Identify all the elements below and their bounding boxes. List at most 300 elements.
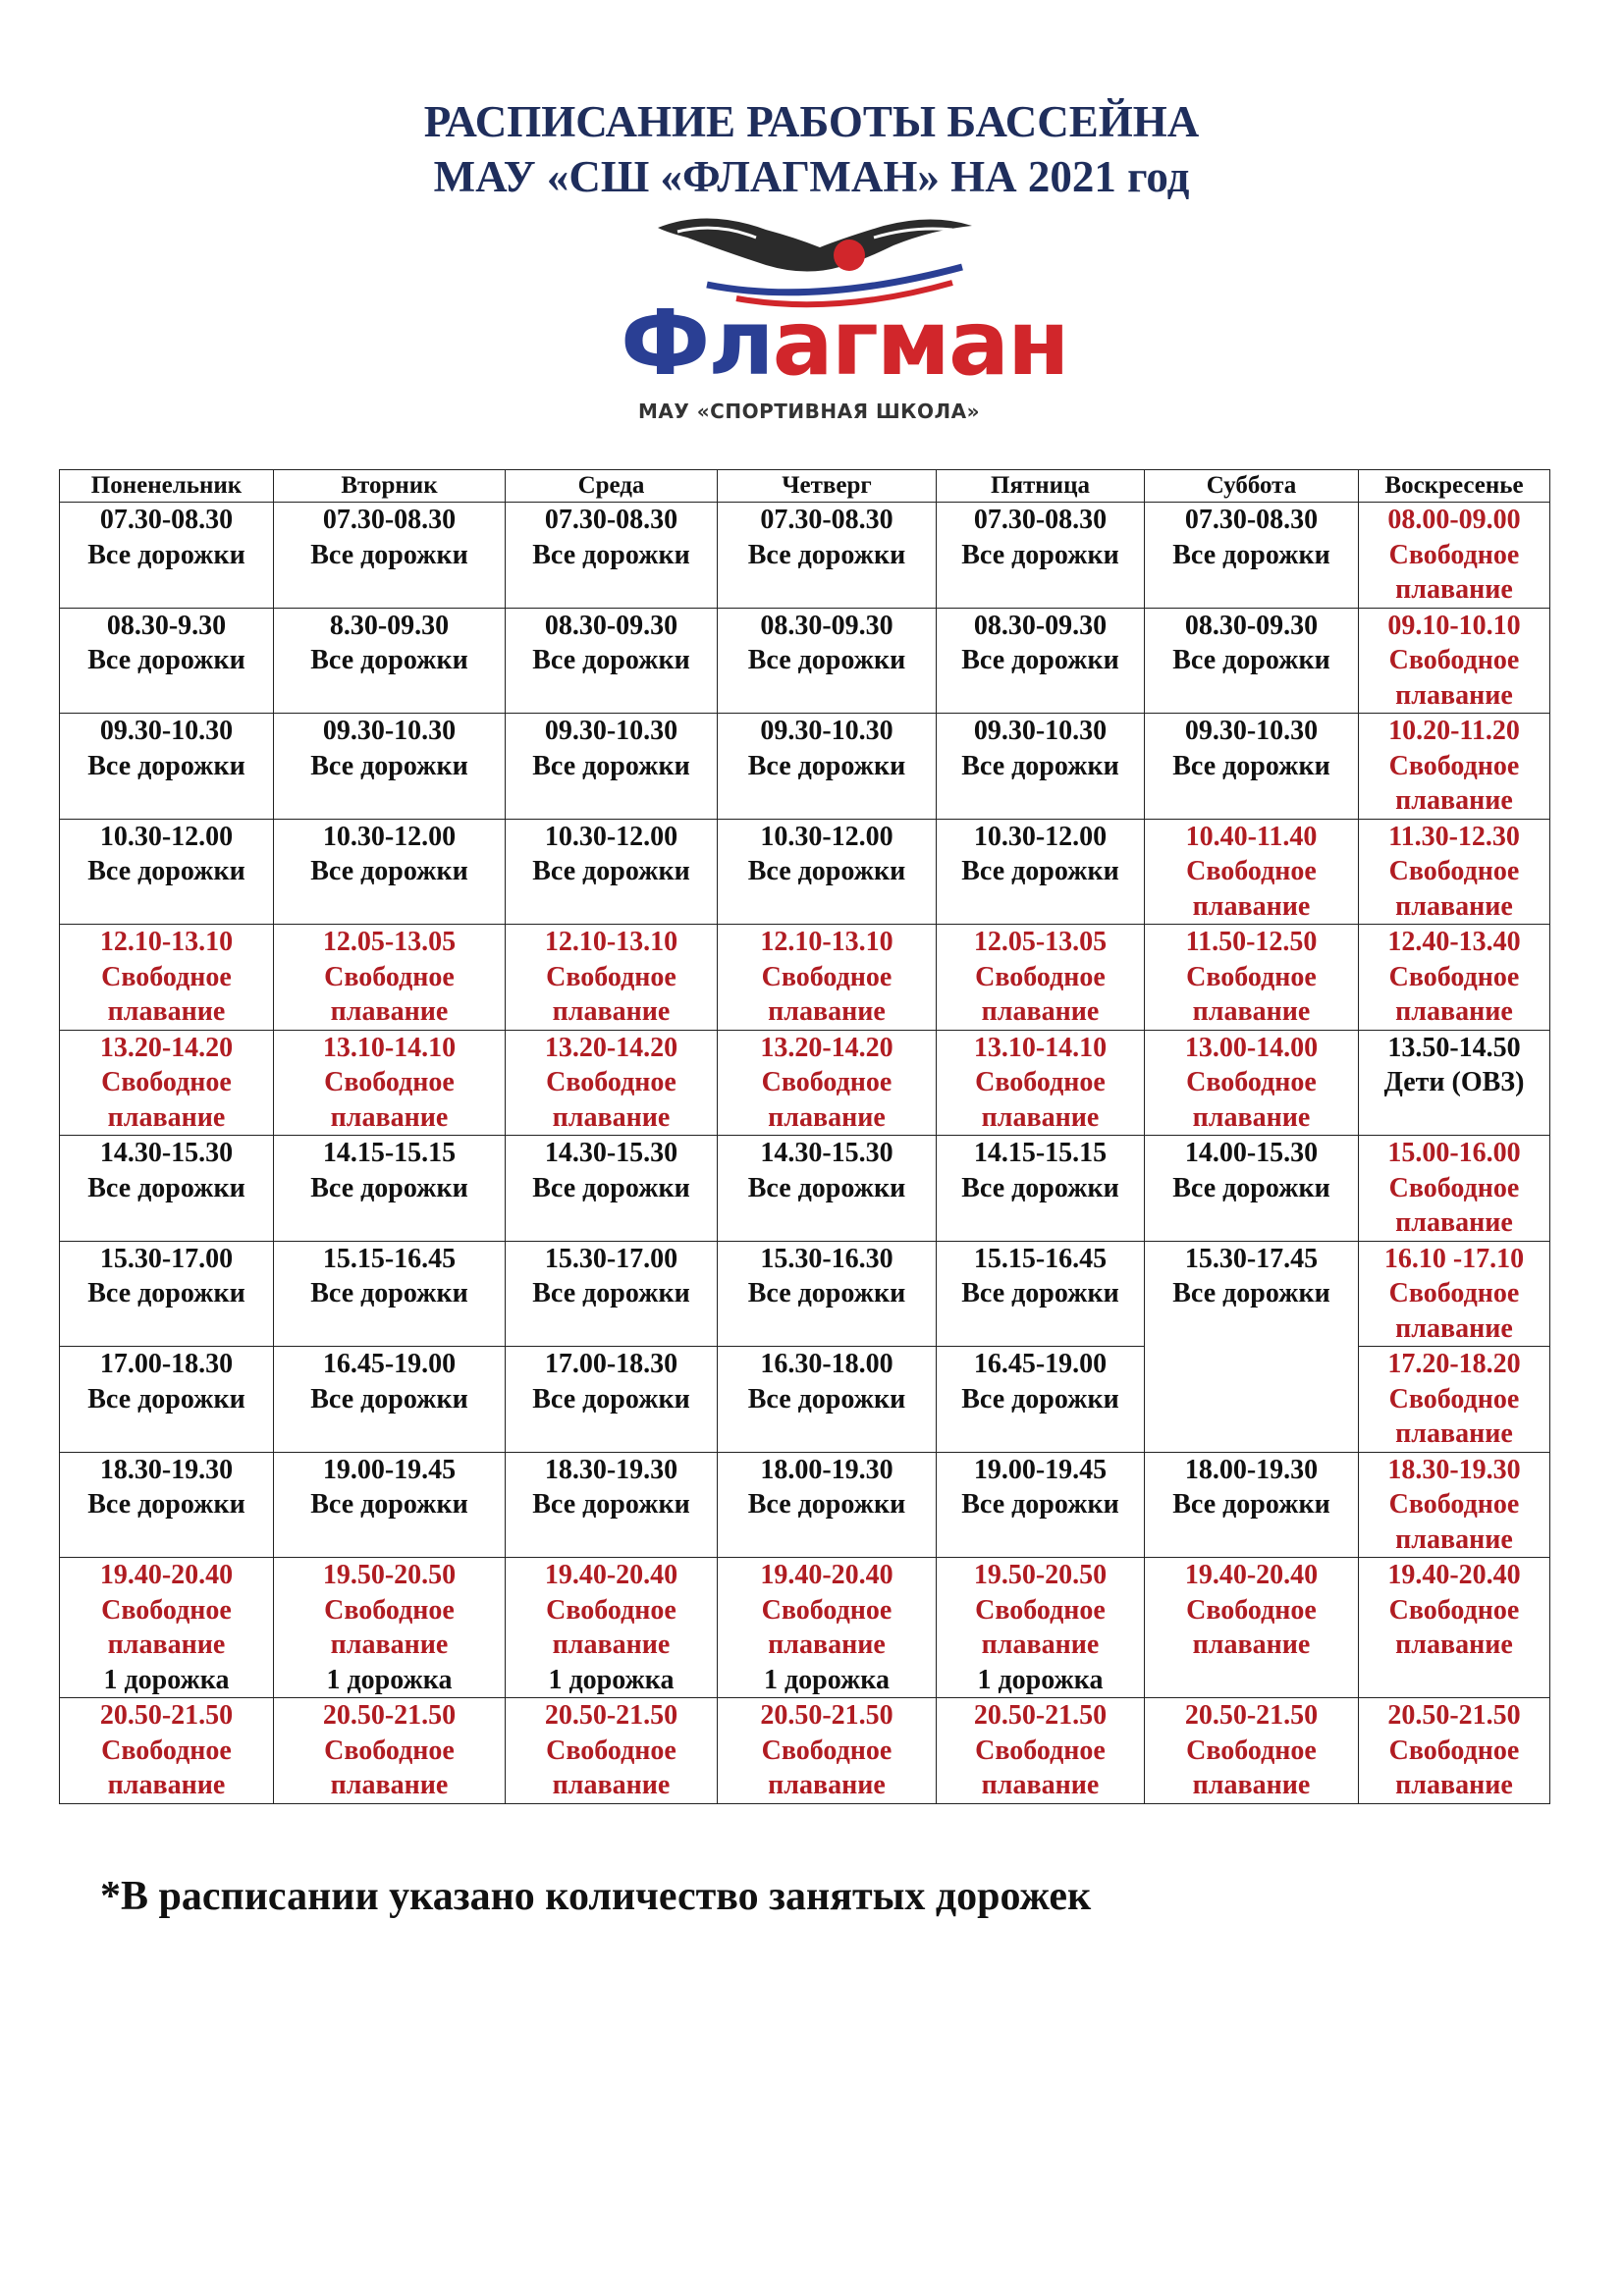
free-swim-label: Свободное — [1388, 856, 1520, 886]
flagman-logo — [609, 208, 1068, 434]
free-swim-label: плавание — [1395, 785, 1513, 816]
schedule-cell — [718, 1241, 937, 1347]
time-slot: 18.00-19.30 — [1184, 1454, 1319, 1485]
schedule-cell — [937, 1347, 1145, 1453]
schedule-cell — [506, 1030, 718, 1136]
lanes-label: Все дорожки — [747, 645, 906, 675]
schedule-cell — [506, 1558, 718, 1698]
lanes-label: Дети (ОВЗ) — [1383, 1067, 1525, 1097]
time-slot: 09.30-10.30 — [973, 716, 1108, 746]
time-slot: 08.30-09.30 — [760, 610, 893, 641]
free-swim-label: плавание — [768, 1101, 886, 1133]
lanes-label: Все дорожки — [310, 645, 468, 675]
time-slot: 18.30-19.30 — [1387, 1454, 1521, 1485]
schedule-cell — [937, 1452, 1145, 1558]
schedule-table — [59, 469, 1550, 1804]
free-swim-label: Свободное — [546, 1735, 676, 1766]
page-title-line-2: МАУ «СШ «ФЛАГМАН» НА 2021 год — [433, 152, 1190, 201]
time-slot: 19.50-20.50 — [973, 1560, 1108, 1590]
free-swim-label: Свободное — [1186, 1594, 1317, 1626]
schedule-cell — [1359, 1347, 1550, 1453]
free-swim-label: Свободное — [324, 1594, 455, 1626]
free-swim-label: плавание — [768, 1629, 886, 1660]
free-swim-label: плавание — [1192, 996, 1311, 1027]
time-slot: 19.40-20.40 — [760, 1560, 893, 1590]
free-swim-label: плавание — [768, 996, 886, 1027]
time-slot: 13.20-14.20 — [99, 1032, 234, 1063]
schedule-cell — [274, 1241, 506, 1347]
lanes-label: Все дорожки — [532, 1489, 690, 1520]
lanes-label: Все дорожки — [961, 1172, 1119, 1203]
lanes-label: Все дорожки — [87, 856, 245, 886]
lane-count-label: 1 дорожка — [763, 1664, 891, 1695]
lane-count-label: 1 дорожка — [977, 1664, 1104, 1695]
schedule-cell — [60, 819, 274, 925]
lanes-label: Все дорожки — [87, 1383, 245, 1415]
lane-count-label: 1 дорожка — [103, 1664, 230, 1695]
schedule-row — [60, 1241, 1550, 1347]
schedule-row — [60, 1452, 1550, 1558]
time-slot: 20.50-21.50 — [544, 1700, 678, 1731]
lanes-label: Все дорожки — [1172, 750, 1330, 781]
day-header: Суббота — [1145, 470, 1359, 503]
schedule-cell — [1145, 1136, 1359, 1242]
day-header: Вторник — [274, 470, 506, 503]
lanes-label: Все дорожки — [1172, 539, 1330, 570]
free-swim-label: Свободное — [975, 961, 1106, 992]
schedule-cell — [274, 1558, 506, 1698]
lanes-label: Все дорожки — [961, 1489, 1119, 1520]
time-slot: 12.05-13.05 — [973, 927, 1108, 957]
schedule-cell — [506, 1698, 718, 1804]
lanes-label: Все дорожки — [961, 856, 1119, 886]
schedule-cell — [718, 1030, 937, 1136]
schedule-cell — [60, 1347, 274, 1453]
lanes-label: Все дорожки — [532, 1278, 690, 1308]
time-slot: 20.50-21.50 — [1387, 1700, 1521, 1731]
lanes-label: Все дорожки — [961, 1383, 1119, 1415]
free-swim-label: плавание — [330, 1770, 449, 1800]
schedule-cell — [506, 608, 718, 714]
schedule-cell — [60, 925, 274, 1031]
time-slot: 14.15-15.15 — [973, 1138, 1108, 1168]
time-slot: 08.30-09.30 — [1184, 610, 1319, 641]
schedule-row — [60, 1558, 1550, 1698]
free-swim-label: Свободное — [761, 1594, 893, 1626]
lanes-label: Все дорожки — [310, 856, 468, 886]
schedule-cell — [1359, 1558, 1550, 1698]
time-slot: 19.40-20.40 — [99, 1560, 234, 1590]
free-swim-label: плавание — [1395, 1629, 1513, 1660]
time-slot: 10.40-11.40 — [1185, 821, 1318, 852]
footnote: *В расписании указано количество занятых дорожек — [100, 1874, 1092, 1919]
free-swim-label: плавание — [1192, 1101, 1311, 1133]
schedule-cell — [274, 608, 506, 714]
time-slot: 07.30-08.30 — [99, 505, 234, 535]
time-slot: 20.50-21.50 — [760, 1700, 893, 1731]
time-slot: 13.20-14.20 — [544, 1032, 678, 1063]
schedule-cell — [1359, 1030, 1550, 1136]
time-slot: 07.30-08.30 — [544, 505, 678, 535]
free-swim-label: Свободное — [761, 1067, 893, 1097]
schedule-cell — [1359, 1698, 1550, 1804]
time-slot: 10.30-12.00 — [322, 821, 457, 852]
time-slot: 19.40-20.40 — [1387, 1560, 1521, 1590]
time-slot: 09.30-10.30 — [322, 716, 457, 746]
brand-part-2: агман — [772, 291, 1068, 396]
lanes-label: Все дорожки — [747, 1278, 906, 1308]
lanes-label: Все дорожки — [310, 750, 468, 781]
schedule-cell — [1145, 714, 1359, 820]
free-swim-label: Свободное — [975, 1067, 1106, 1097]
schedule-cell — [1145, 925, 1359, 1031]
lanes-label: Все дорожки — [961, 539, 1119, 570]
schedule-cell — [937, 1558, 1145, 1698]
lanes-label: Все дорожки — [87, 750, 245, 781]
lanes-label: Все дорожки — [532, 856, 690, 886]
free-swim-label: Свободное — [1388, 645, 1520, 675]
lanes-label: Все дорожки — [961, 750, 1119, 781]
schedule-cell — [1145, 1558, 1359, 1698]
time-slot: 09.30-10.30 — [760, 716, 893, 746]
lanes-label: Все дорожки — [747, 750, 906, 781]
free-swim-label: плавание — [552, 1770, 671, 1800]
time-slot: 15.30-16.30 — [760, 1243, 893, 1274]
lanes-label: Все дорожки — [532, 1383, 690, 1415]
free-swim-label: Свободное — [1186, 1067, 1317, 1097]
schedule-cell — [274, 819, 506, 925]
free-swim-label: Свободное — [101, 1067, 232, 1097]
lanes-label: Все дорожки — [747, 1383, 906, 1415]
schedule-cell — [1359, 925, 1550, 1031]
schedule-cell — [718, 819, 937, 925]
free-swim-label: плавание — [552, 1629, 671, 1660]
time-slot: 13.10-14.10 — [322, 1032, 457, 1063]
time-slot: 12.10-13.10 — [99, 927, 234, 957]
lanes-label: Все дорожки — [747, 539, 906, 570]
free-swim-label: Свободное — [324, 961, 455, 992]
time-slot: 20.50-21.50 — [1184, 1700, 1319, 1731]
schedule-cell — [506, 925, 718, 1031]
free-swim-label: плавание — [1395, 1418, 1513, 1449]
schedule-row — [60, 1030, 1550, 1136]
schedule-cell — [506, 1136, 718, 1242]
schedule-cell — [1359, 503, 1550, 609]
time-slot: 08.30-9.30 — [106, 610, 227, 641]
lanes-label: Все дорожки — [532, 1172, 690, 1203]
time-slot: 16.45-19.00 — [973, 1349, 1108, 1379]
lane-count-label: 1 дорожка — [326, 1664, 453, 1695]
schedule-cell — [1359, 1241, 1550, 1347]
free-swim-label: плавание — [1395, 1207, 1513, 1238]
time-slot: 07.30-08.30 — [322, 505, 457, 535]
schedule-cell — [274, 1452, 506, 1558]
time-slot: 16.45-19.00 — [322, 1349, 457, 1379]
schedule-cell — [1145, 819, 1359, 925]
schedule-cell — [274, 1347, 506, 1453]
schedule-row — [60, 1698, 1550, 1804]
schedule-cell — [1359, 1452, 1550, 1558]
lanes-label: Все дорожки — [310, 1278, 468, 1308]
schedule-cell — [718, 1698, 937, 1804]
schedule-cell — [1145, 608, 1359, 714]
schedule-cell — [937, 608, 1145, 714]
schedule-cell — [718, 714, 937, 820]
time-slot: 07.30-08.30 — [1184, 505, 1319, 535]
time-slot: 09.10-10.10 — [1387, 610, 1521, 641]
lanes-label: Все дорожки — [747, 856, 906, 886]
schedule-cell — [718, 1347, 937, 1453]
schedule-cell — [1359, 819, 1550, 925]
free-swim-label: плавание — [1395, 996, 1513, 1027]
schedule-cell — [506, 1241, 718, 1347]
free-swim-label: Свободное — [546, 1067, 676, 1097]
schedule-cell — [60, 714, 274, 820]
free-swim-label: плавание — [330, 1629, 449, 1660]
free-swim-label: плавание — [1192, 1629, 1311, 1660]
time-slot: 14.30-15.30 — [99, 1138, 234, 1168]
time-slot: 18.00-19.30 — [760, 1454, 893, 1485]
schedule-row — [60, 503, 1550, 609]
time-slot: 15.15-16.45 — [322, 1243, 457, 1274]
free-swim-label: Свободное — [1388, 1735, 1520, 1766]
lanes-label: Все дорожки — [1172, 1489, 1330, 1520]
time-slot: 17.20-18.20 — [1387, 1349, 1521, 1379]
schedule-row — [60, 714, 1550, 820]
time-slot: 8.30-09.30 — [329, 610, 450, 641]
free-swim-label: Свободное — [975, 1594, 1106, 1626]
time-slot: 08.00-09.00 — [1387, 505, 1521, 535]
time-slot: 12.05-13.05 — [322, 927, 457, 957]
free-swim-label: Свободное — [1388, 1489, 1520, 1520]
schedule-row — [60, 925, 1550, 1031]
free-swim-label: Свободное — [101, 1594, 232, 1626]
schedule-cell — [937, 714, 1145, 820]
lanes-label: Все дорожки — [310, 1383, 468, 1415]
free-swim-label: плавание — [1395, 1523, 1513, 1555]
lanes-label: Все дорожки — [87, 1278, 245, 1308]
schedule-cell — [1145, 1452, 1359, 1558]
free-swim-label: плавание — [981, 1770, 1100, 1800]
free-swim-label: плавание — [1395, 1312, 1513, 1344]
schedule-cell — [274, 714, 506, 820]
free-swim-label: плавание — [1395, 574, 1513, 605]
day-header: Воскресенье — [1359, 470, 1550, 503]
lanes-label: Все дорожки — [532, 539, 690, 570]
time-slot: 09.30-10.30 — [544, 716, 678, 746]
schedule-cell — [506, 819, 718, 925]
schedule-cell — [937, 925, 1145, 1031]
time-slot: 10.20-11.20 — [1388, 716, 1520, 746]
free-swim-label: Свободное — [975, 1735, 1106, 1766]
schedule-cell — [274, 925, 506, 1031]
free-swim-label: Свободное — [1388, 961, 1520, 992]
free-swim-label: плавание — [981, 996, 1100, 1027]
schedule-cell — [718, 925, 937, 1031]
schedule-cell — [937, 1136, 1145, 1242]
free-swim-label: плавание — [1192, 1770, 1311, 1800]
time-slot: 19.00-19.45 — [973, 1454, 1108, 1485]
time-slot: 14.30-15.30 — [760, 1138, 893, 1168]
schedule-cell — [1145, 1698, 1359, 1804]
time-slot: 10.30-12.00 — [99, 821, 234, 852]
time-slot: 15.30-17.00 — [99, 1243, 234, 1274]
time-slot: 12.10-13.10 — [544, 927, 678, 957]
lanes-label: Все дорожки — [532, 750, 690, 781]
time-slot: 18.30-19.30 — [99, 1454, 234, 1485]
time-slot: 13.10-14.10 — [973, 1032, 1108, 1063]
lanes-label: Все дорожки — [310, 1172, 468, 1203]
free-swim-label: плавание — [1395, 890, 1513, 922]
free-swim-label: плавание — [552, 996, 671, 1027]
time-slot: 12.10-13.10 — [760, 927, 893, 957]
schedule-cell — [1145, 503, 1359, 609]
schedule-row — [60, 1136, 1550, 1242]
header-row — [60, 470, 1550, 503]
free-swim-label: плавание — [107, 996, 226, 1027]
free-swim-label: Свободное — [1388, 1278, 1520, 1308]
schedule-cell — [60, 1030, 274, 1136]
brand-subtitle: МАУ «СПОРТИВНАЯ ШКОЛА» — [638, 400, 981, 423]
schedule-cell — [937, 1030, 1145, 1136]
time-slot: 16.30-18.00 — [760, 1349, 893, 1379]
time-slot: 15.30-17.45 — [1184, 1243, 1319, 1274]
brand-part-1: Фл — [621, 291, 773, 396]
time-slot: 19.00-19.45 — [322, 1454, 457, 1485]
time-slot: 14.15-15.15 — [322, 1138, 457, 1168]
time-slot: 17.00-18.30 — [99, 1349, 234, 1379]
schedule-row — [60, 819, 1550, 925]
page-title-line-1: РАСПИСАНИЕ РАБОТЫ БАССЕЙНА — [423, 97, 1200, 146]
schedule-cell — [937, 1698, 1145, 1804]
schedule-cell — [60, 1698, 274, 1804]
schedule-row — [60, 608, 1550, 714]
lanes-label: Все дорожки — [532, 645, 690, 675]
time-slot: 14.00-15.30 — [1184, 1138, 1319, 1168]
time-slot: 16.10 -17.10 — [1383, 1243, 1525, 1274]
schedule-cell — [506, 503, 718, 609]
day-header: Пятница — [937, 470, 1145, 503]
day-header: Среда — [506, 470, 718, 503]
schedule-cell — [60, 1136, 274, 1242]
schedule-cell — [937, 503, 1145, 609]
lanes-label: Все дорожки — [87, 539, 245, 570]
schedule-cell — [718, 503, 937, 609]
day-header: Поненельник — [60, 470, 274, 503]
free-swim-label: Свободное — [1388, 539, 1520, 570]
schedule-cell — [937, 1241, 1145, 1347]
free-swim-label: плавание — [981, 1629, 1100, 1660]
time-slot: 10.30-12.00 — [760, 821, 893, 852]
time-slot: 10.30-12.00 — [973, 821, 1108, 852]
schedule-cell — [274, 1698, 506, 1804]
schedule-cell — [274, 1030, 506, 1136]
free-swim-label: плавание — [552, 1101, 671, 1133]
free-swim-label: Свободное — [1388, 1172, 1520, 1203]
free-swim-label: Свободное — [1388, 1383, 1520, 1415]
free-swim-label: плавание — [1395, 1770, 1513, 1800]
time-slot: 13.20-14.20 — [760, 1032, 893, 1063]
free-swim-label: плавание — [981, 1101, 1100, 1133]
lanes-label: Все дорожки — [747, 1172, 906, 1203]
free-swim-label: Свободное — [324, 1067, 455, 1097]
schedule-cell — [718, 608, 937, 714]
free-swim-label: Свободное — [1186, 961, 1317, 992]
schedule-cell — [506, 1452, 718, 1558]
lane-count-label: 1 дорожка — [548, 1664, 675, 1695]
lanes-label: Все дорожки — [1172, 1172, 1330, 1203]
time-slot: 15.30-17.00 — [544, 1243, 678, 1274]
time-slot: 09.30-10.30 — [99, 716, 234, 746]
time-slot: 17.00-18.30 — [544, 1349, 678, 1379]
lanes-label: Все дорожки — [87, 645, 245, 675]
time-slot: 13.50-14.50 — [1387, 1032, 1521, 1063]
free-swim-label: Свободное — [761, 961, 893, 992]
free-swim-label: Свободное — [1186, 1735, 1317, 1766]
time-slot: 18.30-19.30 — [544, 1454, 678, 1485]
schedule-cell — [60, 1558, 274, 1698]
schedule-cell — [274, 503, 506, 609]
schedule-cell — [60, 1241, 274, 1347]
free-swim-label: плавание — [1395, 679, 1513, 711]
schedule-cell — [1359, 714, 1550, 820]
lanes-label: Все дорожки — [87, 1489, 245, 1520]
time-slot: 10.30-12.00 — [544, 821, 678, 852]
schedule-cell — [1359, 1136, 1550, 1242]
free-swim-label: плавание — [330, 996, 449, 1027]
schedule-cell — [1145, 1030, 1359, 1136]
lanes-label: Все дорожки — [1172, 645, 1330, 675]
free-swim-label: плавание — [330, 1101, 449, 1133]
lanes-label: Все дорожки — [747, 1489, 906, 1520]
free-swim-label: Свободное — [324, 1735, 455, 1766]
schedule-cell — [60, 608, 274, 714]
brand-name — [621, 291, 1068, 396]
schedule-cell — [60, 503, 274, 609]
time-slot: 13.00-14.00 — [1184, 1032, 1319, 1063]
free-swim-label: Свободное — [1388, 1594, 1520, 1626]
lanes-label: Все дорожки — [310, 539, 468, 570]
time-slot: 08.30-09.30 — [973, 610, 1108, 641]
schedule-cell — [506, 1347, 718, 1453]
time-slot: 19.50-20.50 — [322, 1560, 457, 1590]
free-swim-label: Свободное — [546, 1594, 676, 1626]
free-swim-label: плавание — [107, 1629, 226, 1660]
free-swim-label: плавание — [1192, 890, 1311, 922]
time-slot: 14.30-15.30 — [544, 1138, 678, 1168]
day-header: Четверг — [718, 470, 937, 503]
schedule-cell — [718, 1558, 937, 1698]
free-swim-label: плавание — [107, 1101, 226, 1133]
time-slot: 07.30-08.30 — [973, 505, 1108, 535]
schedule-cell — [1145, 1241, 1359, 1452]
schedule-cell — [1359, 608, 1550, 714]
time-slot: 11.50-12.50 — [1185, 927, 1318, 957]
free-swim-label: Свободное — [101, 1735, 232, 1766]
time-slot: 20.50-21.50 — [322, 1700, 457, 1731]
lanes-label: Все дорожки — [961, 645, 1119, 675]
time-slot: 19.40-20.40 — [1184, 1560, 1319, 1590]
time-slot: 11.30-12.30 — [1388, 821, 1520, 852]
time-slot: 12.40-13.40 — [1387, 927, 1521, 957]
schedule-cell — [718, 1136, 937, 1242]
free-swim-label: плавание — [768, 1770, 886, 1800]
schedule-cell — [506, 714, 718, 820]
lanes-label: Все дорожки — [961, 1278, 1119, 1308]
lanes-label: Все дорожки — [87, 1172, 245, 1203]
time-slot: 20.50-21.50 — [973, 1700, 1108, 1731]
time-slot: 08.30-09.30 — [544, 610, 678, 641]
